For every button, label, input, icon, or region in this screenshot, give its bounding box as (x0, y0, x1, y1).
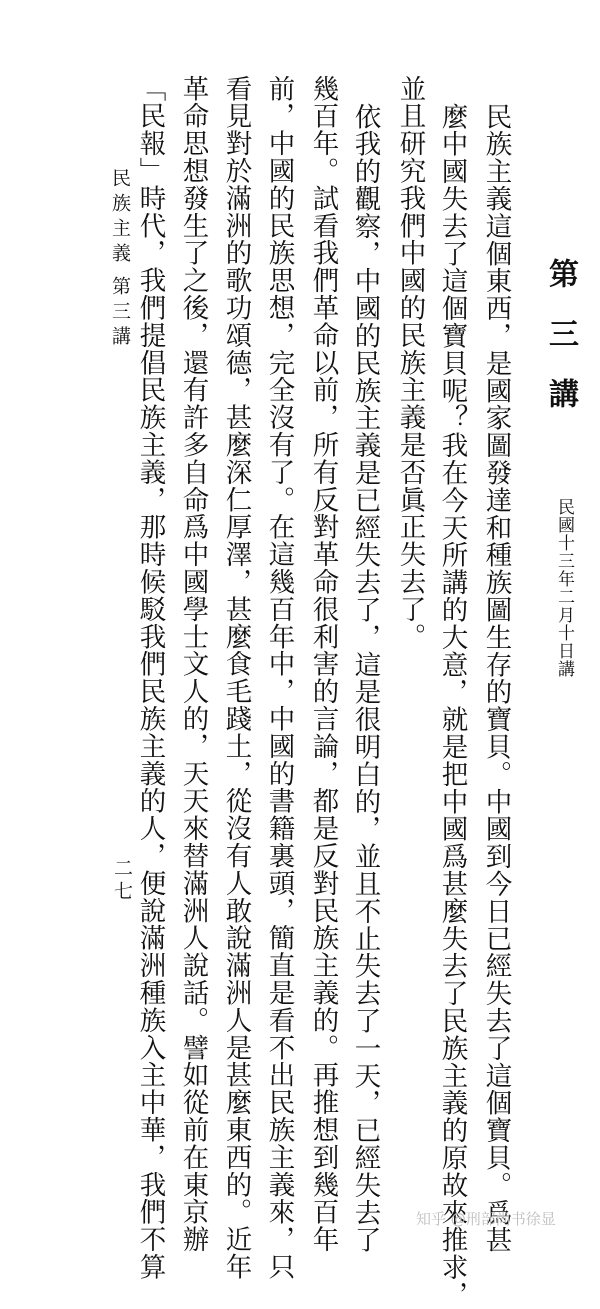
body-column: 前，中國的民族思想，完全沒有了。在這幾百年中，中國的書籍裏頭，簡直是看不出民族主義來，只 (263, 75, 295, 1281)
body-column: 民族主義這個東西，是國家圖發達和種族圖生存的寶貝。中國到今日已經失去了這個寶貝。爲甚 (480, 103, 512, 1254)
body-column: 看見對於滿洲的歌功頌德，甚麼深仁厚澤，甚麼食毛踐土，從沒有人敢說滿洲人是甚麼東西的。近年 (220, 75, 252, 1281)
watermark: 知乎 @刑部尚书徐显 (416, 1210, 556, 1228)
running-section: 第三講 (109, 276, 131, 351)
chapter-title: 第三講 (543, 258, 578, 438)
page-number: 二七 (111, 858, 133, 904)
body-column: 革命思想發生了之後，還有許多自命爲中國學士文人的，天天來替滿洲人說話。譬如從前在東京辦 (177, 75, 209, 1254)
body-column: 「民報」時代，我們提倡民族主義，那時候駁我們民族主義的人，便說滿洲種族入主中華，我們不算 (134, 75, 166, 1281)
running-header (110, 168, 129, 351)
body-column: 幾百年。試看我們革命以前，所有反對革命很利害的言論，都是反對民族主義的。再推想到幾百年 (307, 75, 339, 1254)
body-column: 依我的觀察，中國的民族主義是已經失去了，這是很明白的，並且不止失去了一天，已經失去了 (349, 103, 381, 1254)
body-column: 麼中國失去了這個寶貝呢？我在今天所講的大意，就是把中國爲甚麼失去了民族主義的原故來推求， (436, 103, 468, 1309)
book-title: 民族主義 (109, 168, 131, 268)
body-column: 並且研究我們中國的民族主義是否眞正失去了。 (394, 75, 426, 651)
lecture-date: 民國十三年二月十日講 (554, 498, 574, 678)
